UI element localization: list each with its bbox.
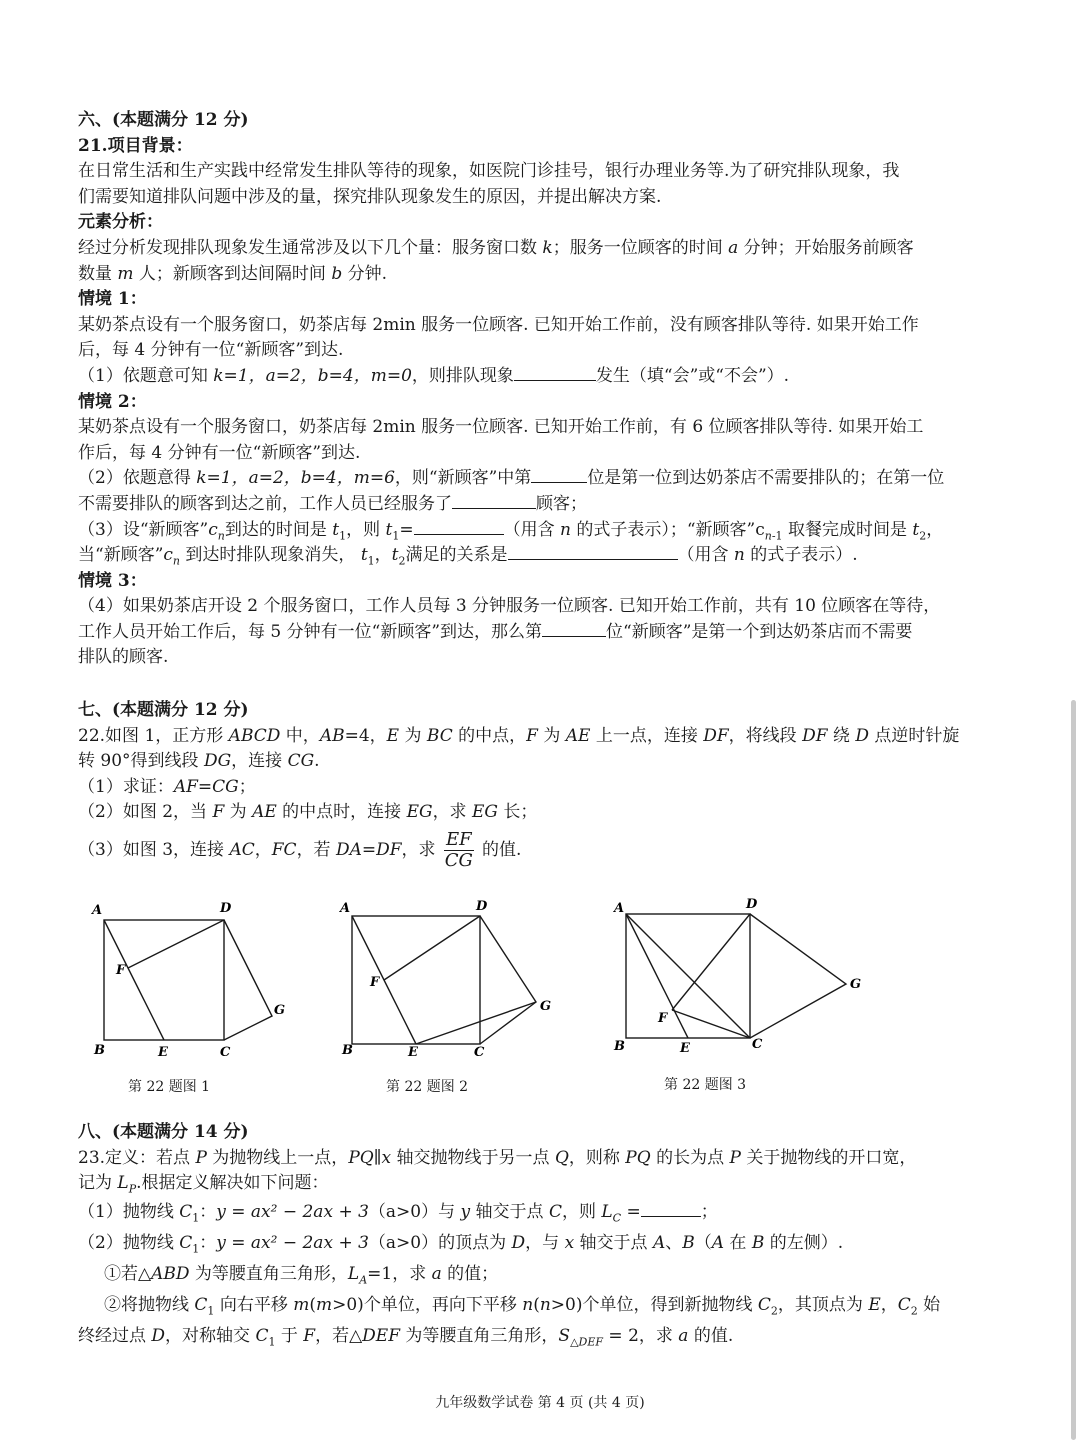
section-6 bbox=[78, 108, 1003, 671]
svg-text:C: C bbox=[752, 1037, 763, 1052]
background-line-2: 们需要知道排队问题中涉及的量，探究排队现象发生的原因，并提出解决方案. bbox=[78, 186, 662, 207]
scenario-3-title: 情境 3： bbox=[78, 570, 147, 591]
svg-text:D: D bbox=[476, 899, 488, 914]
svg-text:G: G bbox=[540, 999, 552, 1014]
section-7-heading: 七、(本题满分 12 分) bbox=[78, 700, 249, 720]
q22-line-1: 22.如图 1，正方形 ABCD 中，AB=4，E 为 BC 的中点，F 为 AE 上一点，连接 DF，将线段 DF 绕 D 点逆时针旋 bbox=[78, 725, 960, 746]
svg-text:C: C bbox=[474, 1045, 485, 1060]
section-6-heading: 六、(本题满分 12 分) bbox=[78, 110, 249, 130]
element-analysis-line-2: 数量 m 人；新顾客到达间隔时间 b 分钟. bbox=[78, 263, 388, 284]
svg-text:A: A bbox=[614, 901, 625, 916]
q22-part-3: （3）如图 3，连接 AC，FC，若 DA=DF，求 $\frac{EF}{CG}$ 的值. bbox=[78, 828, 522, 871]
background-line-1: 在日常生活和生产实践中经常发生排队等待的现象，如医院门诊挂号，银行办理业务等.为了研究排队现象，我 bbox=[78, 161, 900, 182]
section-8 bbox=[78, 1120, 1003, 1352]
page-footer: 九年级数学试卷 第 4 页 (共 4 页) bbox=[435, 1395, 645, 1411]
figure-1-caption: 第 22 题图 1 bbox=[128, 1079, 211, 1095]
svg-text:B: B bbox=[342, 1043, 353, 1058]
question-4-line-3: 排队的顾客. bbox=[78, 647, 169, 668]
svg-text:B: B bbox=[614, 1039, 625, 1054]
svg-text:G: G bbox=[850, 977, 862, 992]
answer-blank[interactable] bbox=[452, 492, 536, 509]
q23-case-2-line-1: ②将抛物线 $C_1$ 向右平移 m(m>0)个单位，再向下平移 n(n>0)个单位，得到新抛物线 $C_2$，其顶点为 E，$C_2$ 始 bbox=[104, 1294, 941, 1318]
svg-text:A: A bbox=[340, 901, 351, 916]
q23-case-1: ①若△ABD 为等腰直角三角形，$L_A=1$，求 a 的值； bbox=[104, 1263, 499, 1287]
svg-text:F: F bbox=[658, 1011, 668, 1026]
q23-case-2-line-2: 终经过点 D，对称轴交 $C_1$ 于 F，若△DEF 为等腰直角三角形，$S_{\triangle DEF} = 2$，求 a 的值. bbox=[78, 1325, 734, 1349]
svg-text:D: D bbox=[220, 901, 232, 916]
figure-2-caption: 第 22 题图 2 bbox=[386, 1079, 469, 1095]
q23-definition-line-2: 记为 $L_P$.根据定义解决如下问题： bbox=[78, 1173, 329, 1196]
q23-part-1: （1）抛物线 $C_1$：y = ax² − 2ax + 3（a>0）与 y 轴交于点 C，则 $L_C$ = ； bbox=[78, 1201, 718, 1225]
scenario-1-title: 情境 1： bbox=[78, 289, 147, 310]
question-1: （1）依题意可知 k=1，a=2，b=4，m=0，则排队现象 发生（填“会”或“不会”）. bbox=[78, 365, 790, 386]
section-7 bbox=[78, 698, 1003, 874]
figure-1-diagram bbox=[88, 896, 308, 1066]
svg-text:F: F bbox=[116, 963, 126, 978]
q21-background-title: 21.项目背景： bbox=[78, 135, 193, 156]
scenario-2-line-2: 作后，每 4 分钟有一位“新顾客”到达. bbox=[78, 442, 361, 463]
element-analysis-title: 元素分析： bbox=[78, 212, 163, 233]
answer-blank[interactable] bbox=[508, 543, 678, 560]
scenario-2-line-1: 某奶茶点设有一个服务窗口，奶茶店每 2min 服务一位顾客. 已知开始工作前，有 6 位顾客排队等待. 如果开始工 bbox=[78, 417, 924, 438]
question-4-line-1: （4）如果奶茶店开设 2 个服务窗口，工作人员每 3 分钟服务一位顾客. 已知开始工作前，共有 10 位顾客在等待， bbox=[78, 596, 941, 617]
svg-text:C: C bbox=[220, 1045, 231, 1060]
svg-text:A: A bbox=[92, 903, 103, 918]
figure-2 bbox=[338, 896, 558, 1070]
figure-3-caption: 第 22 题图 3 bbox=[664, 1077, 747, 1093]
svg-text:D: D bbox=[746, 897, 758, 912]
question-4-line-2: 工作人员开始工作后，每 5 分钟有一位“新顾客”到达，那么第 位“新顾客”是第一个到达奶茶店而不需要 bbox=[78, 621, 913, 642]
answer-blank[interactable] bbox=[414, 518, 504, 535]
figure-3-diagram bbox=[610, 896, 870, 1066]
svg-text:E: E bbox=[158, 1045, 168, 1060]
question-3-line-2: 当“新顾客$”c_n$ 到达时排队现象消失， $t_1$，$t_2$满足的关系是 （用含 n 的式子表示）. bbox=[78, 545, 858, 568]
question-2-line-2: 不需要排队的顾客到达之前，工作人员已经服务了 顾客； bbox=[78, 493, 587, 514]
element-analysis-line-1: 经过分析发现排队现象发生通常涉及以下几个量：服务窗口数 k；服务一位顾客的时间 a 分钟；开始服务前顾客 bbox=[78, 237, 914, 258]
svg-text:G: G bbox=[274, 1003, 286, 1018]
answer-blank[interactable] bbox=[514, 364, 596, 381]
figure-1 bbox=[88, 896, 308, 1070]
q23-part-2: （2）抛物线 $C_1$：y = ax² − 2ax + 3（a>0）的顶点为 D，与 x 轴交于点 A、B（A 在 B 的左侧）. bbox=[78, 1232, 844, 1256]
scenario-1-line-1: 某奶茶点设有一个服务窗口，奶茶店每 2min 服务一位顾客. 已知开始工作前，没有顾客排队等待. 如果开始工作 bbox=[78, 314, 919, 335]
answer-blank[interactable] bbox=[641, 1200, 701, 1217]
q22-line-2: 转 90°得到线段 DG，连接 CG. bbox=[78, 751, 320, 772]
svg-text:E: E bbox=[408, 1045, 418, 1060]
q23-definition-line-1: 23.定义：若点 P 为抛物线上一点，PQ∥x 轴交抛物线于另一点 Q，则称 PQ 的长为点 P 关于抛物线的开口宽， bbox=[78, 1147, 917, 1168]
scenario-2-title: 情境 2： bbox=[78, 391, 147, 412]
figure-3 bbox=[610, 896, 870, 1070]
figure-2-diagram bbox=[338, 896, 558, 1066]
q22-part-1: （1）求证：AF=CG； bbox=[78, 776, 256, 797]
question-3-line-1: （3）设“新顾客$”c_n$到达的时间是 $t_1$，则 $t_1=$ （用含 n 的式子表示）；“新顾客$”c_{n-1}$ 取餐完成时间是 $t_2$， bbox=[78, 519, 944, 542]
scenario-1-line-2: 后，每 4 分钟有一位“新顾客”到达. bbox=[78, 340, 344, 361]
q22-part-2: （2）如图 2，当 F 为 AE 的中点时，连接 EG，求 EG 长； bbox=[78, 802, 538, 823]
fraction-ef-cg: $\frac{EF}{CG}$ bbox=[444, 828, 473, 871]
scrollbar[interactable] bbox=[1071, 700, 1076, 1440]
svg-text:F: F bbox=[370, 975, 380, 990]
answer-blank[interactable] bbox=[542, 620, 606, 637]
answer-blank[interactable] bbox=[531, 466, 587, 483]
question-2-line-1: （2）依题意得 k=1，a=2，b=4，m=6，则“新顾客”中第 位是第一位到达奶茶店不需要排队的；在第一位 bbox=[78, 468, 945, 489]
svg-text:E: E bbox=[680, 1041, 690, 1056]
section-8-heading: 八、(本题满分 14 分) bbox=[78, 1122, 249, 1142]
svg-text:B: B bbox=[94, 1043, 105, 1058]
